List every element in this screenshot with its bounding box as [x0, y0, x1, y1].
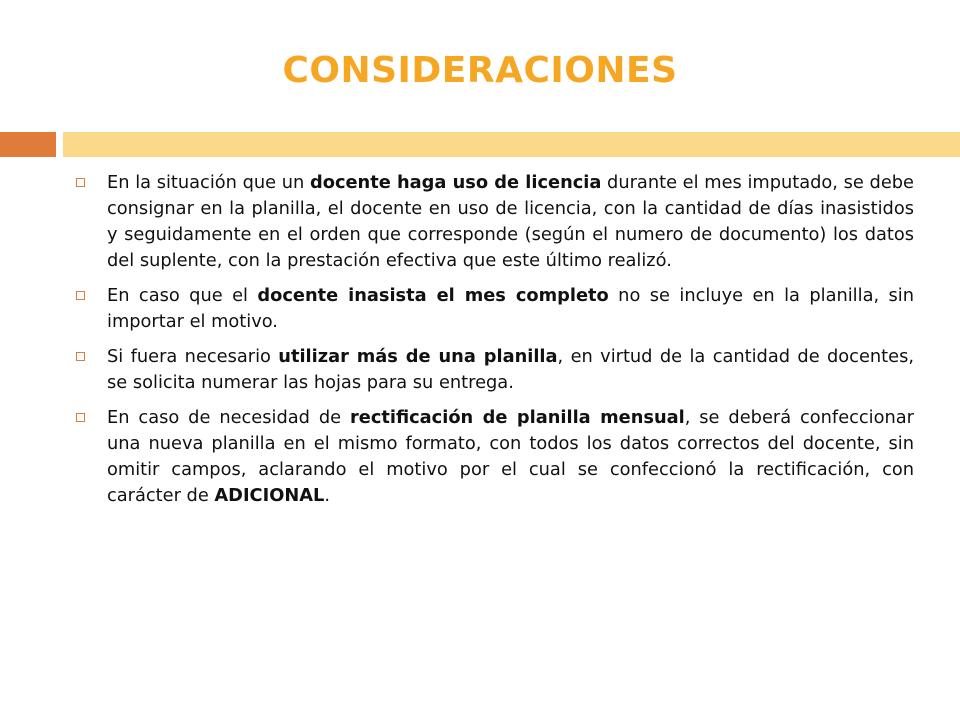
- item-text: Si fuera necesario: [107, 346, 279, 367]
- slide-title: CONSIDERACIONES: [282, 50, 678, 91]
- item-text: durante el mes imputado, se debe consignar en la planilla, el docente en uso de licencia, con la cantidad de días inasistidos y seguidamente en el orden que corresponde (según el numero de documento) los datos del suplente, con la prestación efectiva que este último realizó.: [107, 172, 914, 271]
- accent-bar-right: [63, 132, 960, 157]
- item-text: no se incluye en la planilla, sin importar el motivo.: [107, 285, 915, 332]
- item-text: , se deberá confeccionar una nueva planilla en el mismo formato, con todos los datos correctos del docente, sin omitir campos, aclarando el motivo por el cual se confeccionó la rectificación, con carácter de: [107, 407, 914, 506]
- bullet-list: [76, 170, 914, 518]
- hollow-square-bullet-icon: [76, 413, 85, 422]
- bullet-item-mes-completo: [76, 283, 914, 335]
- item-bold-text: docente inasista el mes completo: [257, 285, 609, 306]
- hollow-square-bullet-icon: [76, 291, 85, 300]
- item-bold-text: utilizar más de una planilla: [278, 346, 558, 367]
- item-bold-text: docente haga uso de licencia: [310, 172, 602, 193]
- item-text: En la situación que un: [107, 172, 310, 193]
- item-text: , en virtud de la cantidad de docentes, se solicita numerar las hojas para su entrega.: [107, 346, 914, 393]
- bullet-item-licencia: [76, 170, 914, 274]
- bullet-item-mas-planillas: [76, 344, 914, 396]
- accent-bar-left: [0, 132, 56, 157]
- hollow-square-bullet-icon: [76, 178, 85, 187]
- item-text: En caso de necesidad de: [107, 407, 350, 428]
- bullet-item-rectificacion: [76, 405, 914, 509]
- item-text: En caso que el: [107, 285, 258, 306]
- item-text: .: [324, 485, 330, 506]
- item-bold-text: ADICIONAL: [214, 485, 325, 506]
- item-bold-text: rectificación de planilla mensual: [350, 407, 685, 428]
- hollow-square-bullet-icon: [76, 352, 85, 361]
